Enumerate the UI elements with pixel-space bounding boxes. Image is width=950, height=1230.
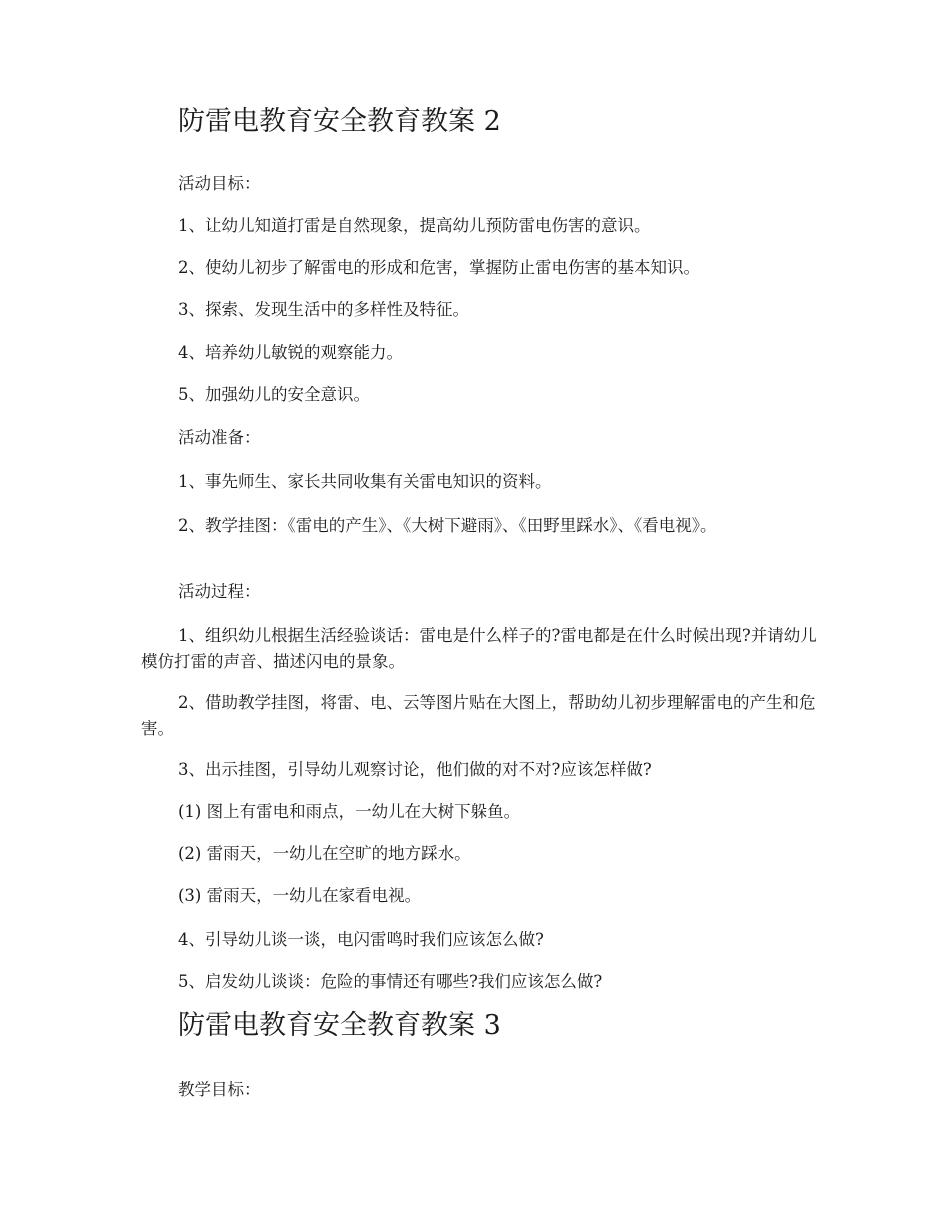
goals-label: 活动目标： <box>178 174 261 193</box>
process-label: 活动过程： <box>178 582 261 601</box>
process-item: 5、启发幼儿谈谈：危险的事情还有哪些?我们应该怎么做? <box>178 972 603 991</box>
process-item: 3、出示挂图，引导幼儿观察讨论，他们做的对不对?应该怎样做? <box>178 760 652 779</box>
prep-label: 活动准备： <box>178 428 261 447</box>
goal-item: 3、探索、发现生活中的多样性及特征。 <box>178 300 469 319</box>
goal-item: 5、加强幼儿的安全意识。 <box>178 385 370 404</box>
teach-goals-label: 教学目标： <box>178 1080 261 1099</box>
heading-lesson-2: 防雷电教育安全教育教案 2 <box>178 106 501 137</box>
goal-item: 2、使幼儿初步了解雷电的形成和危害，掌握防止雷电伤害的基本知识。 <box>178 258 700 277</box>
sub-item: (2) 雷雨天，一幼儿在空旷的地方踩水。 <box>178 844 471 863</box>
process-item: 2、借助教学挂图，将雷、电、云等图片贴在大图上，帮助幼儿初步理解雷电的产生和危害。 <box>141 693 816 738</box>
prep-item: 2、教学挂图：《雷电的产生》、《大树下避雨》、《田野里踩水》、《看电视》。 <box>178 516 717 535</box>
sub-item: (1) 图上有雷电和雨点，一幼儿在大树下躲鱼。 <box>178 802 521 821</box>
prep-item: 1、事先师生、家长共同收集有关雷电知识的资料。 <box>178 472 552 491</box>
process-item: 1、组织幼儿根据生活经验谈话：雷电是什么样子的?雷电都是在什么时候出现?并请幼儿模仿打雷的声音、描述闪电的景象。 <box>141 626 817 671</box>
goal-item: 4、培养幼儿敏锐的观察能力。 <box>178 343 403 362</box>
process-item: 4、引导幼儿谈一谈，电闪雷鸣时我们应该怎么做? <box>178 930 544 949</box>
heading-lesson-3: 防雷电教育安全教育教案 3 <box>178 1010 501 1041</box>
goal-item: 1、让幼儿知道打雷是自然现象，提高幼儿预防雷电伤害的意识。 <box>178 216 651 235</box>
sub-item: (3) 雷雨天，一幼儿在家看电视。 <box>178 886 422 905</box>
